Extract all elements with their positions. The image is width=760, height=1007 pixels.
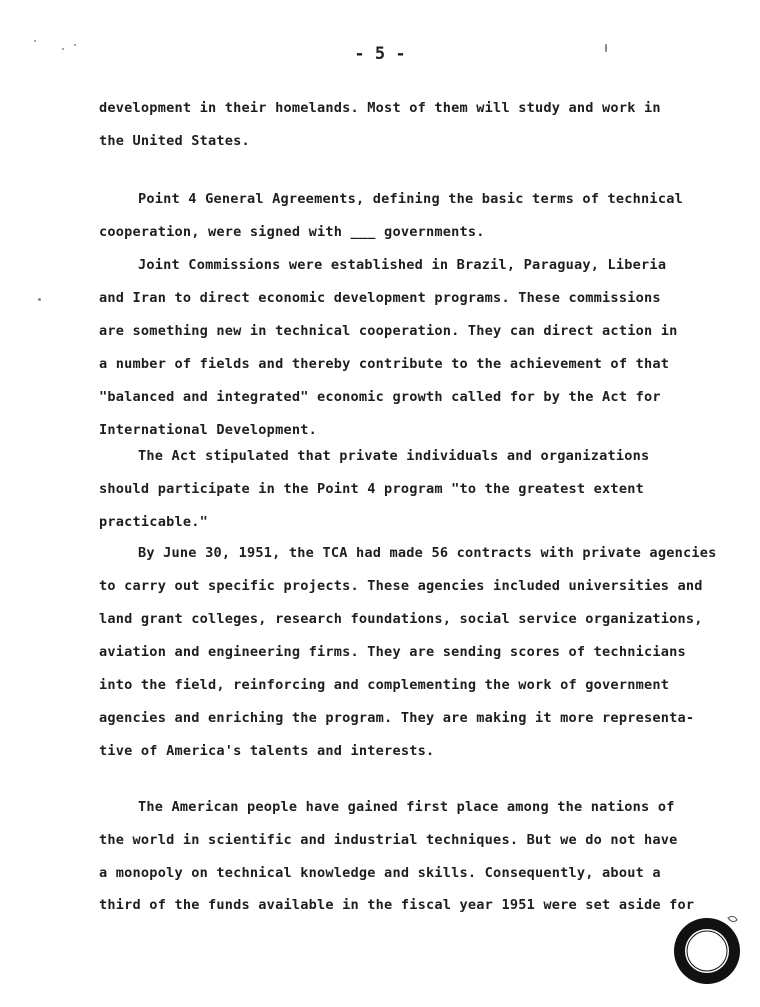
text-line: land grant colleges, research foundations, social service organizations, xyxy=(99,611,703,627)
text-line: Joint Commissions were established in Brazil, Paraguay, Liberia xyxy=(138,257,667,273)
scan-speck xyxy=(38,298,41,301)
text-line: and Iran to direct economic development programs. These commissions xyxy=(99,290,661,306)
text-line: tive of America's talents and interests. xyxy=(99,743,435,759)
scan-speck xyxy=(74,44,76,46)
text-line: a number of fields and thereby contribute to the achievement of that xyxy=(99,356,670,372)
page-number: - 5 - xyxy=(354,44,406,64)
text-line: should participate in the Point 4 program "to the greatest extent xyxy=(99,481,644,497)
text-line: third of the funds available in the fiscal year 1951 were set aside for xyxy=(99,897,695,913)
text-line: By June 30, 1951, the TCA had made 56 contracts with private agencies xyxy=(138,545,717,561)
text-line: The American people have gained first place among the nations of xyxy=(138,799,675,815)
text-line: "balanced and integrated" economic growth called for by the Act for xyxy=(99,389,661,405)
text-line: International Development. xyxy=(99,422,317,438)
text-line: aviation and engineering firms. They are sending scores of technicians xyxy=(99,644,686,660)
text-line: into the field, reinforcing and complementing the work of government xyxy=(99,677,670,693)
text-line: the United States. xyxy=(99,133,250,149)
text-line: agencies and enriching the program. They are making it more representa- xyxy=(99,710,695,726)
text-line: are something new in technical cooperation. They can direct action in xyxy=(99,323,678,339)
text-line: a monopoly on technical knowledge and skills. Consequently, about a xyxy=(99,865,661,881)
scan-speck xyxy=(34,40,36,42)
text-line: The Act stipulated that private individuals and organizations xyxy=(138,448,650,464)
text-line: practicable." xyxy=(99,514,208,530)
library-stamp xyxy=(668,910,746,988)
text-line: cooperation, were signed with ___ governments. xyxy=(99,224,485,240)
text-line: the world in scientific and industrial techniques. But we do not have xyxy=(99,832,678,848)
text-line: Point 4 General Agreements, defining the basic terms of technical xyxy=(138,191,683,207)
scan-speck xyxy=(62,48,64,50)
text-line: to carry out specific projects. These agencies included universities and xyxy=(99,578,703,594)
text-line: development in their homelands. Most of them will study and work in xyxy=(99,100,661,116)
scan-speck xyxy=(605,44,607,52)
